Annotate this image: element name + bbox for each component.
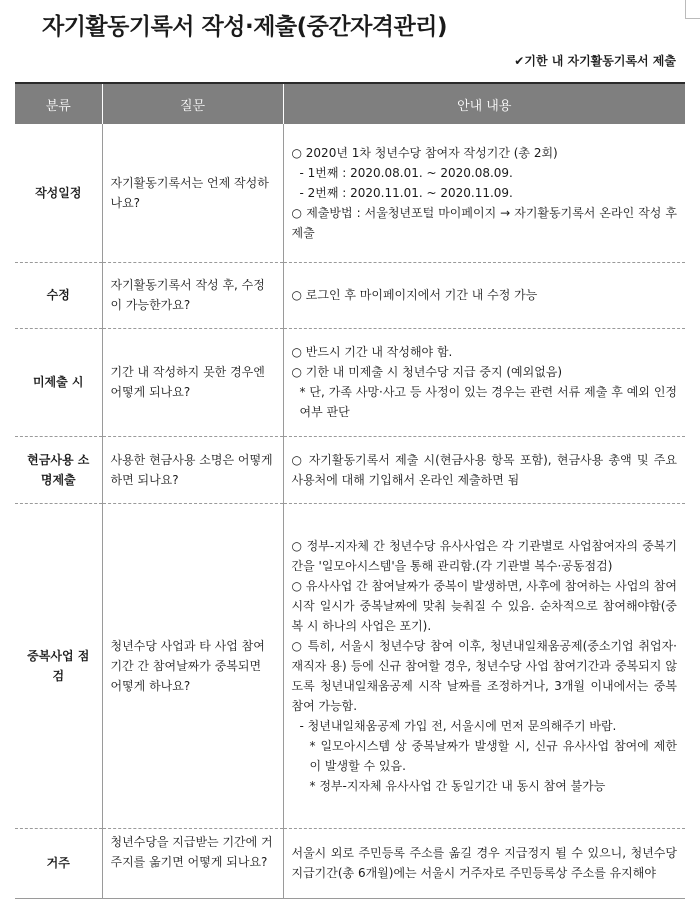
answer-line: * 단, 가족 사망·사고 등 사정이 있는 경우는 관련 서류 제출 후 예외 인정 여부 판단 [299, 385, 678, 419]
answer-line: ○ 정부-지자체 간 청년수당 유사사업은 각 기관별로 사업참여자의 중복기간을 '일모아시스템'을 통해 관리함.(각 기관별 복수·공동점검) [291, 538, 677, 573]
row-question: 기간 내 작성하지 못한 경우엔 어떻게 되나요? [102, 328, 283, 436]
row-question: 자기활동기록서는 언제 작성하나요? [102, 124, 283, 262]
table-row [15, 262, 685, 328]
answer-line: ○ 반드시 기간 내 작성해야 함. [291, 345, 453, 359]
table-row [15, 828, 685, 898]
row-category: 거주 [15, 828, 102, 898]
answer-line: * 정부-지자체 유사사업 간 동일기간 내 동시 참여 불가능 [309, 778, 606, 793]
table-row [15, 503, 685, 828]
row-question [102, 828, 283, 898]
answer-line: ○ 제출방법 : 서울청년포털 마이페이지 → 자기활동기록서 온라인 작성 후 제출 [291, 205, 677, 240]
row-answer [283, 503, 685, 828]
answer-line: ○ 기한 내 미제출 시 청년수당 지급 중지 (예외없음) [291, 365, 563, 379]
row-category: 현금사용 소명제출 [15, 436, 102, 503]
table-row [15, 328, 685, 436]
row-answer [283, 436, 685, 503]
answer-line: ○ 특히, 서울시 청년수당 참여 이후, 청년내일채움공제(중소기업 취업자·재직자 용) 등에 신규 참여할 경우, 청년수당 사업 참여기간과 중복되지 않도록 청년내일채움공제 시작 날짜를 조정하거나, 3개월 이내에서는 중복 참여 가능함. [291, 638, 677, 713]
table-row [15, 436, 685, 503]
header-answer: 안내 내용 [283, 83, 685, 124]
faq-table [15, 82, 685, 899]
table-header-row [15, 83, 685, 124]
row-question-text: 청년수당을 지급받는 기간에 거주지를 옮기면 어떻게 되나요? [110, 834, 273, 869]
answer-line: 서울시 외로 주민등록 주소를 옮길 경우 지급정지 될 수 있으니, 청년수당 지급기간(총 6개월)에는 서울시 거주자로 주민등록상 주소를 유지해야 [291, 846, 677, 880]
row-answer [283, 328, 685, 436]
answer-line: ○ 2020년 1차 청년수당 참여자 작성기간 (총 2회) [291, 145, 558, 160]
answer-line: ○ 유사사업 간 참여날짜가 중복이 발생하면, 사후에 참여하는 사업의 참여시작 일시가 중복날짜에 맞춰 늦춰질 수 있음. 순차적으로 참여해야함(중복 시 하나의 사업은 포기). [291, 578, 677, 633]
document-title: 자기활동기록서 작성·제출(중간자격관리) [42, 14, 447, 40]
row-answer [283, 828, 685, 898]
header-question: 질문 [102, 83, 283, 124]
answer-line: - 2번째 : 2020.11.01. ~ 2020.11.09. [299, 185, 513, 200]
row-category: 작성일정 [15, 124, 102, 262]
table-row [15, 124, 685, 262]
deadline-note: ✔기한 내 자기활동기록서 제출 [514, 54, 676, 68]
corner-mark [685, 0, 700, 19]
answer-line: ○ 로그인 후 마이페이지에서 기간 내 수정 가능 [291, 288, 538, 302]
row-answer [283, 124, 685, 262]
row-question: 청년수당 사업과 타 사업 참여기간 간 참여날짜가 중복되면 어떻게 하나요? [102, 503, 283, 828]
row-answer [283, 262, 685, 328]
row-category: 수정 [15, 262, 102, 328]
row-question: 사용한 현금사용 소명은 어떻게 하면 되나요? [102, 436, 283, 503]
header-category: 분류 [15, 83, 102, 124]
answer-line: - 1번째 : 2020.08.01. ~ 2020.08.09. [299, 165, 513, 180]
row-category: 중복사업 점검 [15, 503, 102, 828]
answer-line: * 일모아시스템 상 중복날짜가 발생할 시, 신규 유사사업 참여에 제한이 발생할 수 있음. [309, 738, 677, 773]
row-category: 미제출 시 [15, 328, 102, 436]
answer-line: ○ 자기활동기록서 제출 시(현금사용 항목 포함), 현금사용 총액 및 주요 사용처에 대해 기입해서 온라인 제출하면 됨 [291, 452, 677, 487]
row-question: 자기활동기록서 작성 후, 수정이 가능한가요? [102, 262, 283, 328]
answer-line: - 청년내일채움공제 가입 전, 서울시에 먼저 문의해주기 바람. [299, 718, 617, 733]
